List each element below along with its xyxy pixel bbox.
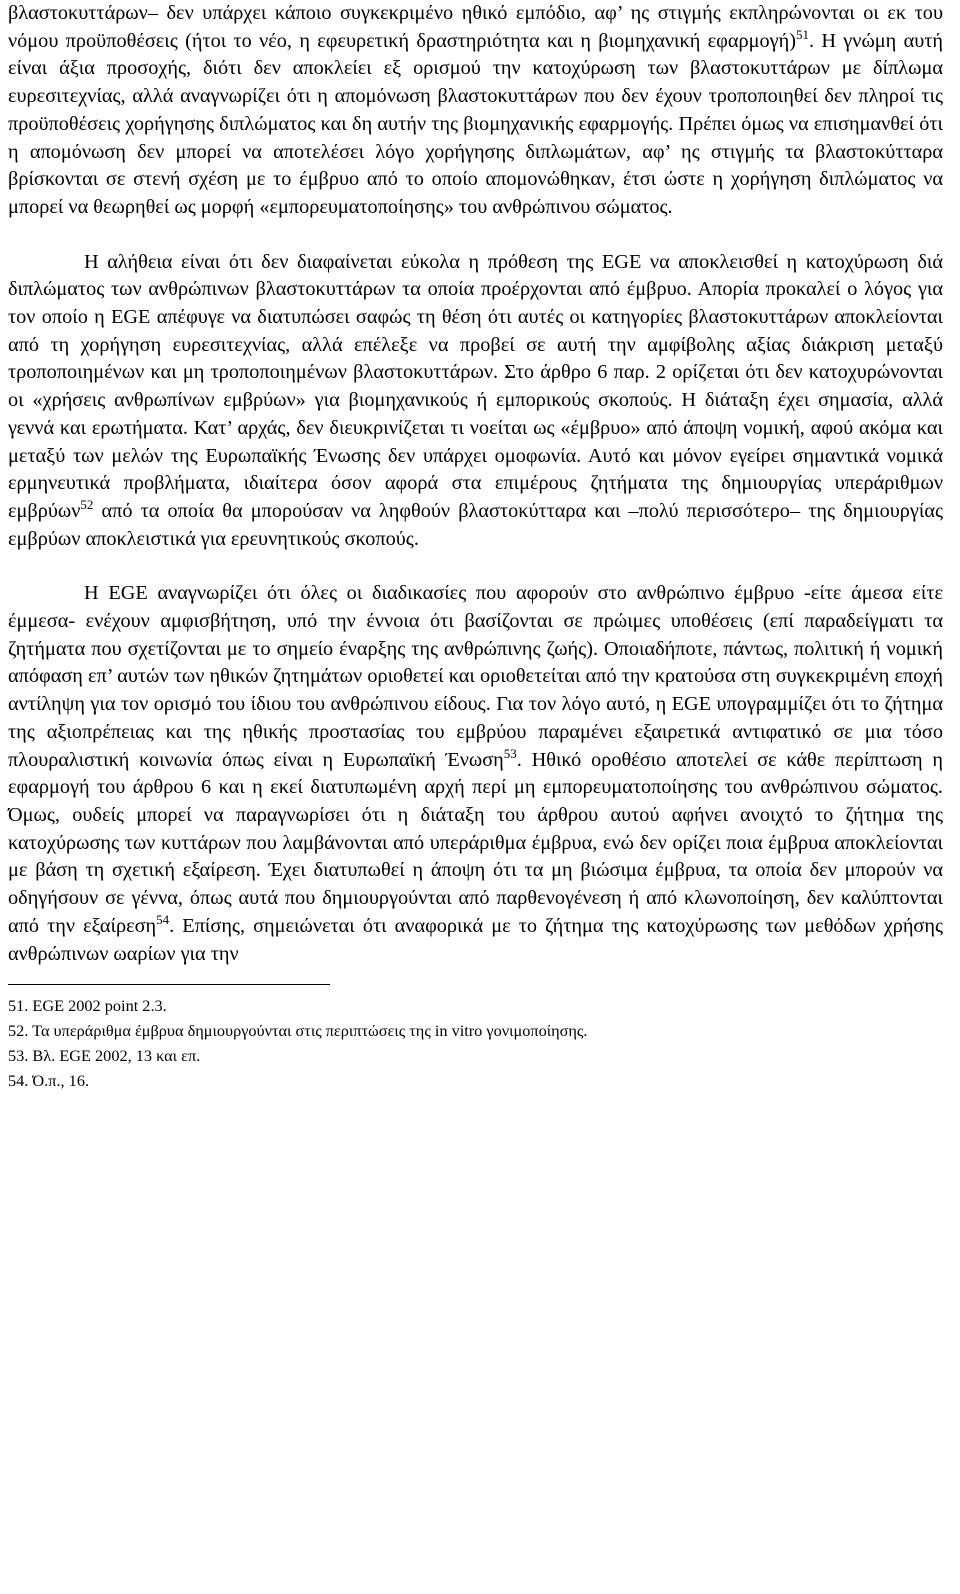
paragraph-text: Η αλήθεια είναι ότι δεν διαφαίνεται εύκολα η πρόθεση της EGE να αποκλεισθεί η κατοχύρωση διά διπλώματος των ανθρώπινων βλαστοκυττάρων τα οποία προέρχονται από έμβρυο. Απορία προκαλεί ο λόγος για τον οποίο η EGE απέφυγε να διατυπώσει σαφώς τη θέση ότι αυτές οι κατηγορίες βλαστοκυττάρων αποκλείονται από τη χορήγηση ευρεσιτεχνίας, αλλά επέλεξε να προβεί σε αυτή την αμφίβολης αξίας διάκριση μεταξύ τροποποιημένων και μη τροποποιημένων βλαστοκυττάρων. Στο άρθρο 6 παρ. 2 ορίζεται ότι δεν κατοχυρώνονται οι «χρήσεις ανθρωπίνων εμβρύων» για βιομηχανικούς ή εμπορικούς σκοπούς. Η διάταξη έχει σημασία, αλλά γεννά και ερωτήματα. Κατ’ αρχάς, δεν διευκρινίζεται τι νοείται ως «έμβρυο» από άποψη νομική, αφού ακόμα και μεταξύ των μελών της Ευρωπαϊκής Ένωσης δεν υπάρχει ομοφωνία. Αυτό και μόνον εγείρει σημαντικά νομικά ερμηνευτικά προβλήματα, ιδιαίτερα όσον αφορά στα επιμέρους ζητήματα της δημιουργίας υπεράριθμων εμβρύων: [8, 250, 943, 522]
body-text: [8, 0, 943, 968]
paragraph: [8, 0, 943, 222]
paragraph-text: βλαστοκυττάρων– δεν υπάρχει κάποιο συγκεκριμένο ηθικό εμπόδιο, αφ’ ης στιγμής εκπληρώνονται οι εκ του νόμου προϋποθέσεις (ήτοι το νέο, η εφευρετική δραστηριότητα και η βιομηχανική εφαρμογή): [8, 2, 943, 52]
paragraph: [8, 580, 943, 968]
footnote-reference: 52: [80, 496, 94, 512]
paragraph-text: Η EGE αναγνωρίζει ότι όλες οι διαδικασίες που αφορούν στο ανθρώπινο έμβρυο -είτε άμεσα είτε έμμεσα- ενέχουν αμφισβήτηση, υπό την έννοια ότι βασίζονται σε πρώιμες υποθέσεις (επί παραδείγματι τα ζητήματα που σχετίζονται με το σημείο έναρξης της ανθρώπινης ζωής). Οποιαδήποτε, πάντως, πολιτική ή νομική απόφαση επ’ αυτών των ηθικών ζητημάτων οριοθετεί και οριοθετείται από την κρατούσα στη συγκεκριμένη εποχή αντίληψη για τον ορισμό του ίδιου του ανθρώπινου είδους. Για τον λόγο αυτό, η EGE υπογραμμίζει ότι το ζήτημα της αξιοπρέπειας και της ηθικής προστασίας του εμβρύου παραμένει εξαιρετικά αντιφατικό σε μια τόσο πλουραλιστική κοινωνία όπως είναι η Ευρωπαϊκή Ένωση: [8, 582, 943, 771]
footnote-reference: 54: [156, 911, 170, 927]
paragraph-text: . Επίσης, σημειώνεται ότι αναφορικά με το ζήτημα της κατοχύρωσης των μεθόδων χρήσης ανθρώπινων ωαρίων για την: [8, 914, 944, 965]
paragraph: [8, 249, 943, 554]
footnote-52: 52. Τα υπεράριθμα έμβρυα δημιουργούνται στις περιπτώσεις της in vitro γονιμοποίησης.: [8, 1021, 588, 1041]
footnote-separator: [8, 984, 330, 985]
paragraph-text: από τα οποία θα μπορούσαν να ληφθούν βλαστοκύτταρα και –πολύ περισσότερο– της δημιουργίας εμβρύων αποκλειστικά για ερευνητικούς σκοπούς.: [8, 499, 943, 550]
footnote-53: 53. Βλ. EGE 2002, 13 και επ.: [8, 1046, 201, 1066]
footnote-54: 54. Ό.π., 16.: [8, 1071, 90, 1091]
footnote-reference: 51: [795, 26, 809, 42]
footnotes: [8, 993, 943, 1093]
paragraph-text: . Η γνώμη αυτή είναι άξια προσοχής, διότι δεν αποκλείει εξ ορισμού την κατοχύρωση των βλαστοκυττάρων με δίπλωμα ευρεσιτεχνίας, αλλά αναγνωρίζει ότι η απομόνωση βλαστοκυττάρων που δεν έχουν τροποποιηθεί δεν πληροί τις προϋποθέσεις χορήγησης διπλώματος και δη αυτήν της βιομηχανικής εφαρμογής. Πρέπει όμως να επισημανθεί ότι η απομόνωση δεν μπορεί να αποτελέσει λόγο χορήγησης διπλωμάτων, αφ’ ης στιγμής τα βλαστοκύτταρα βρίσκονται σε στενή σχέση με το έμβρυο από το οποίο απομονώθηκαν, έτσι ώστε η χορήγηση διπλώματος να μπορεί να θεωρηθεί ως μορφή «εμπορευματοποίησης» του ανθρώπινου σώματος.: [8, 29, 944, 218]
paragraph-text: . Ηθικό οροθέσιο αποτελεί σε κάθε περίπτωση η εφαρμογή του άρθρου 6 και η εκεί διατυπωμένη αρχή περί μη εμπορευματοποίησης του ανθρώπινου σώματος. Όμως, ουδείς μπορεί να παραγνωρίσει ότι η διάταξη του άρθρου αυτού αφήνει ανοιχτό το ζήτημα της κατοχύρωσης των κυττάρων που λαμβάνονται από υπεράριθμα έμβρυα, ενώ δεν ορίζει ποια έμβρυα αποκλείονται με βάση τη σχετική εξαίρεση. Έχει διατυπωθεί η άποψη ότι τα μη βιώσιμα έμβρυα, τα οποία δεν μπορούν να οδηγήσουν σε γέννα, όπως αυτά που δημιουργούνται από παρθενογένεση ή από κλωνοποίηση, δεν καλύπτονται από την εξαίρεση: [8, 748, 943, 937]
footnote-reference: 53: [503, 745, 517, 761]
footnote-51: 51. EGE 2002 point 2.3.: [8, 996, 167, 1016]
